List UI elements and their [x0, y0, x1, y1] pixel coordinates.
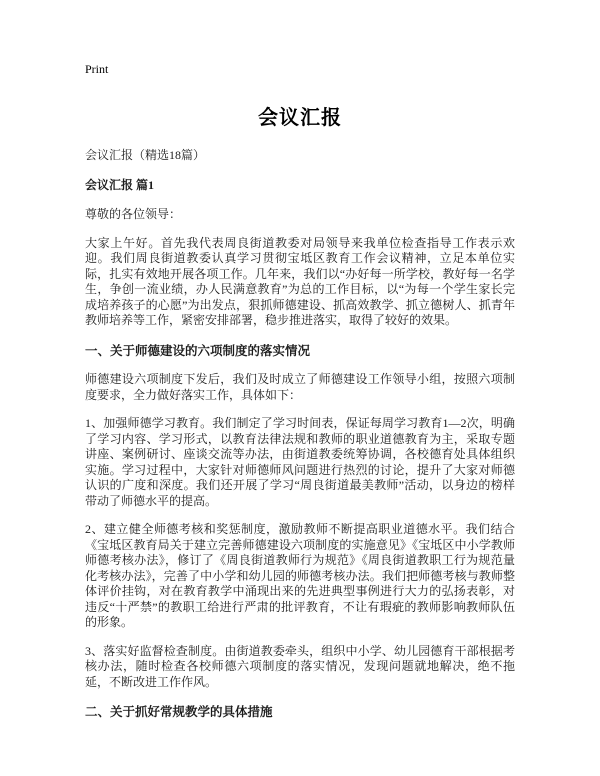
print-button[interactable]: Print: [85, 62, 109, 76]
page-title: 会议汇报: [258, 107, 342, 129]
paragraph-intro: 大家上午好。首先我代表周良街道教委对局领导来我单位检查指导工作表示欢迎。我们周良街道教委认真学习贯彻宝坻区教育工作会议精神，立足本单位实际，扎实有效地开展各项工作。几年来，我们以“办好每一所学校，教好每一名学生，争创一流业绩，办人民满意教育”为总的工作目标，以“为每一个学生家长完成培养孩子的心愿”为出发点，狠抓师德建设、抓高效教学、抓立德树人、抓青年教师培养等工作，紧密安排部署，稳步推进落实，取得了较好的效果。: [85, 235, 515, 327]
salutation: 尊敬的各位领导：: [85, 207, 182, 221]
heading-section-1: 一、关于师德建设的六项制度的落实情况: [85, 343, 311, 358]
paragraph-overview: 师德建设六项制度下发后，我们及时成立了师德建设工作领导小组，按照六项制度要求，全力做好落实工作，具体如下：: [85, 372, 515, 402]
doc-subtitle: 会议汇报（精选18篇）: [85, 148, 206, 162]
paragraph-item-3: 3、落实好监督检查制度。由街道教委牵头，组织中小学、幼儿园德育干部根据考核办法，随时检查各校师德六项制度的落实情况，发现问题就地解决，绝不拖延，不断改进工作作风。: [85, 643, 515, 689]
paragraph-item-2: 2、建立健全师德考核和奖惩制度，激励教师不断提高职业道德水平。我们结合《宝坻区教育局关于建立完善师德建设六项制度的实施意见》《宝坻区中小学教师师德考核办法》，修订了《周良街道教师行为规范》《周良街道教职工行为规范量化考核办法》，完善了中小学和幼儿园的师德考核办法。我们把师德考核与教师整体评价挂钩，对在教育教学中涌现出来的先进典型事例进行大力的弘扬表彰，对违反“十严禁”的教职工给进行严肃的批评教育，不让有瑕疵的教师影响教师队伍的形象。: [85, 522, 515, 629]
paragraph-item-1: 1、加强师德学习教育。我们制定了学习时间表，保证每周学习教育1—2次，明确了学习内容、学习形式，以教育法律法规和教师的职业道德教育为主，采取专题讲座、案例研讨、座谈交流等办法，由街道教委统筹协调，各校德育处具体组织实施。学习过程中，大家针对师德师风问题进行热烈的讨论，提升了大家对师德认识的广度和深度。我们还开展了学习“周良街道最美教师”活动，以身边的榜样带动了师德水平的提高。: [85, 416, 515, 508]
section-label: 会议汇报 篇1: [85, 177, 155, 192]
heading-section-2: 二、关于抓好常规教学的具体措施: [85, 705, 273, 719]
